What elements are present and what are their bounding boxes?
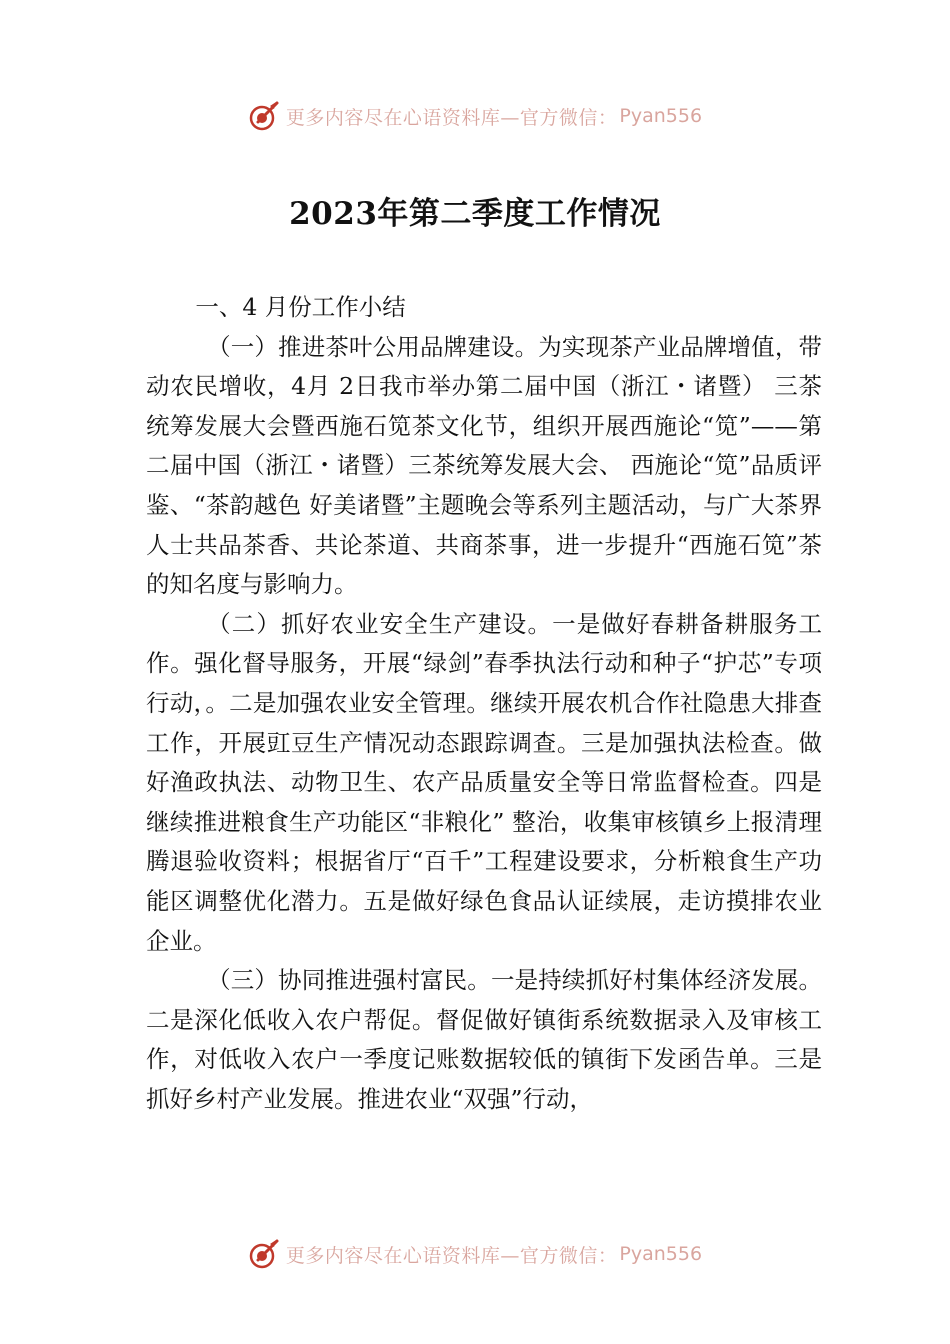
footer-watermark bbox=[0, 1234, 950, 1274]
quill-seal-logo-icon bbox=[248, 100, 280, 132]
section-heading: 一、4 月份工作小结 bbox=[195, 293, 406, 321]
paragraph-safety-production: （二）抓好农业安全生产建设。一是做好春耕备耕服务工作。强化督导服务，开展“绿剑”春季执法行动和种子“护芯”专项行动，。二是加强农业安全管理。继续开展农机合作社隐患大排查工作，开展豇豆生产情况动态跟踪调查。三是加强执法检查。做好渔政执法、动物卫生、农产品质量安全等日常监督检查。四是继续推进粮食生产功能区“非粮化” 整治，收集审核镇乡上报清理腾退验收资料；根据省厅“百千”工程建设要求，分析粮食生产功能区调整优化潜力。五是做好绿色食品认证续展，走访摸排农业企业。 bbox=[146, 609, 822, 955]
quill-seal-logo-icon bbox=[248, 1238, 280, 1270]
watermark-wechat-id: Pyan556 bbox=[619, 1243, 703, 1265]
paragraph-village-prosperity: （三）协同推进强村富民。一是持续抓好村集体经济发展。二是深化低收入农户帮促。督促做好镇街系统数据录入及审核工作，对低收入农户一季度记账数据较低的镇街下发函告单。三是抓好乡村产业发展。推进农业“双强”行动， bbox=[146, 966, 822, 1113]
document-title: 2023年第二季度工作情况 bbox=[289, 196, 661, 232]
paragraph-brand-building: （一）推进茶叶公用品牌建设。为实现茶产业品牌增值，带动农民增收，4月 2日我市举办第二届中国（浙江・诸暨） 三茶统筹发展大会暨西施石笕茶文化节，组织开展西施论“笕”——第二届中国（浙江・诸暨）三茶统筹发展大会、 西施论“笕”品质评鉴、“茶韵越色 好美诸暨”主题晚会等系列主题活动，与广大茶界人士共品茶香、共论茶道、共商茶事，进一步提升“西施石笕”茶的知名度与影响力。 bbox=[146, 332, 822, 599]
watermark-text: 更多内容尽在心语资料库—官方微信： bbox=[285, 1244, 618, 1267]
watermark-text: 更多内容尽在心语资料库—官方微信： bbox=[285, 106, 618, 129]
document-body bbox=[146, 288, 822, 1119]
watermark-wechat-id: Pyan556 bbox=[619, 105, 703, 127]
header-watermark bbox=[0, 96, 950, 136]
